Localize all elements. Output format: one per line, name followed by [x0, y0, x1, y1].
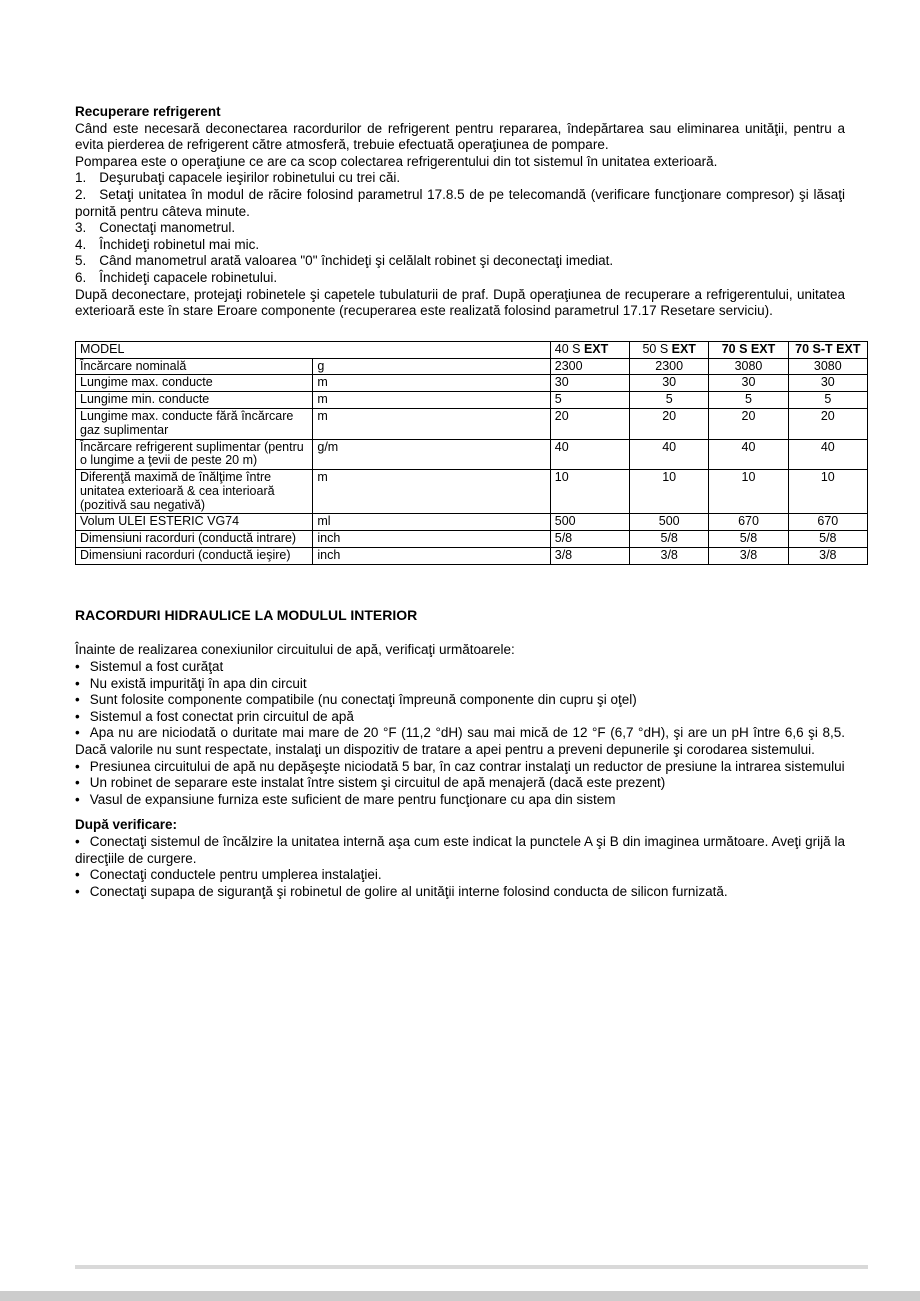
- table-row: [76, 439, 868, 470]
- row-label-cell: Lungime max. conducte fără încărcare gaz suplimentar: [76, 408, 313, 439]
- paragraph-pompare-intro: Când este necesară deconectarea racordurilor de refrigerent pentru repararea, îndepărtarea sau eliminarea unităţii, pentru a evita pierderea de refrigerent către atmosferă, trebuie efectuată operaţiunea de pompare.: [75, 120, 845, 153]
- row-value-cell: 10: [630, 470, 709, 514]
- row-unit-cell: m: [313, 470, 550, 514]
- model-suffix: 70 S EXT: [721, 341, 776, 356]
- row-value-cell: 5/8: [550, 531, 629, 548]
- row-value-cell: 10: [788, 470, 867, 514]
- model-column-header: [709, 341, 788, 358]
- bullet-item: • Apa nu are niciodată o duritate mai mare de 20 °F (11,2 °dH) sau mai mică de 12 °F (6,7 °dH), şi are un pH între 6,6 şi 8,5. Dacă valorile nu sunt respectate, instalaţi un dispozitiv de tratare a apei pentru a preveni depunerile şi corodarea sistemului.: [75, 725, 845, 758]
- bullet-list-verificari: [75, 659, 845, 808]
- row-value-cell: 20: [709, 408, 788, 439]
- row-label-cell: Încărcare refrigerent suplimentar (pentru o lungime a ţevii de peste 20 m): [76, 439, 313, 470]
- row-value-cell: 3/8: [630, 548, 709, 565]
- model-column-header: [788, 341, 867, 358]
- row-value-cell: 5: [550, 392, 629, 409]
- step-item: Închideţi capacele robinetului.: [99, 269, 278, 285]
- section-title-dupa-verificare: După verificare:: [75, 817, 178, 833]
- row-label-cell: Volum ULEI ESTERIC VG74: [76, 514, 313, 531]
- row-value-cell: 3080: [788, 358, 867, 375]
- row-value-cell: 30: [630, 375, 709, 392]
- row-value-cell: 10: [550, 470, 629, 514]
- row-value-cell: 3/8: [550, 548, 629, 565]
- row-value-cell: 40: [709, 439, 788, 470]
- row-value-cell: 30: [709, 375, 788, 392]
- step-item: Setaţi unitatea în modul de răcire folosind parametrul 17.8.5 de pe telecomandă (verificare funcţionare compresor) şi lăsaţi pornită pentru câteva minute.: [75, 186, 845, 219]
- bullet-list-dupa-verificare: [75, 834, 845, 900]
- row-unit-cell: g/m: [313, 439, 550, 470]
- row-value-cell: 5/8: [788, 531, 867, 548]
- bullet-item: • Un robinet de separare este instalat între sistem şi circuitul de apă menajeră (dacă este prezent): [75, 775, 845, 792]
- page-bottom-edge: [0, 1291, 920, 1301]
- row-value-cell: 20: [550, 408, 629, 439]
- row-value-cell: 20: [630, 408, 709, 439]
- row-value-cell: 40: [550, 439, 629, 470]
- row-value-cell: 5: [630, 392, 709, 409]
- row-value-cell: 2300: [550, 358, 629, 375]
- model-spec-table: [75, 341, 868, 565]
- paragraph-pompare-scop: Pomparea este o operaţiune ce are ca scop colectarea refrigerentului din tot sistemul în unitatea exterioară.: [75, 153, 718, 169]
- bullet-item: • Sistemul a fost conectat prin circuitul de apă: [75, 709, 845, 726]
- row-value-cell: 670: [788, 514, 867, 531]
- step-item: Închideţi robinetul mai mic.: [99, 236, 260, 252]
- step-item: Când manometrul arată valoarea "0" închideţi şi celălalt robinet şi deconectaţi imediat.: [99, 253, 614, 269]
- table-row: [76, 514, 868, 531]
- bullet-item: • Vasul de expansiune furniza este suficient de mare pentru funcţionare cu apa din sistem: [75, 792, 845, 809]
- row-unit-cell: ml: [313, 514, 550, 531]
- bullet-item: • Conectaţi supapa de siguranţă şi robinetul de golire al unităţii interne folosind conducta de silicon furnizată.: [75, 884, 845, 901]
- row-unit-cell: inch: [313, 548, 550, 565]
- model-suffix: EXT: [583, 341, 609, 356]
- model-column-header: [630, 341, 709, 358]
- bullet-item: • Nu există impurităţi în apa din circuit: [75, 676, 845, 693]
- row-value-cell: 3080: [709, 358, 788, 375]
- row-value-cell: 40: [788, 439, 867, 470]
- row-value-cell: 10: [709, 470, 788, 514]
- row-label-cell: Diferenţă maximă de înălţime între unitatea exterioară & cea interioară (pozitivă sau negativă): [76, 470, 313, 514]
- row-value-cell: 30: [550, 375, 629, 392]
- row-unit-cell: inch: [313, 531, 550, 548]
- model-name: 50 S: [642, 341, 672, 356]
- table-row: [76, 408, 868, 439]
- table-row: [76, 392, 868, 409]
- table-row: [76, 470, 868, 514]
- row-value-cell: 2300: [630, 358, 709, 375]
- row-unit-cell: m: [313, 408, 550, 439]
- model-header-cell: MODEL: [76, 341, 551, 358]
- row-value-cell: 5: [709, 392, 788, 409]
- numbered-step-list: [75, 170, 845, 286]
- paragraph-dupa-deconectare: După deconectare, protejaţi robinetele şi capetele tubulaturii de praf. După operaţiunea de recuperare a refrigerentului, unitatea exterioară este în stare Eroare componente (recuperarea este realizată folosind parametrul 17.17 Resetare serviciu).: [75, 286, 845, 319]
- row-value-cell: 5/8: [630, 531, 709, 548]
- paragraph-racorduri-intro: Înainte de realizarea conexiunilor circuitului de apă, verificaţi următoarele:: [75, 642, 515, 658]
- table-row: [76, 375, 868, 392]
- row-unit-cell: g: [313, 358, 550, 375]
- footer-rule: [75, 1265, 868, 1269]
- row-value-cell: 3/8: [788, 548, 867, 565]
- row-value-cell: 40: [630, 439, 709, 470]
- row-label-cell: Dimensiuni racorduri (conductă ieşire): [76, 548, 313, 565]
- row-label-cell: Lungime max. conducte: [76, 375, 313, 392]
- bullet-item: • Presiunea circuitului de apă nu depăşeşte niciodată 5 bar, în caz contrar instalaţi un reductor de presiune la intrarea sistemului: [75, 759, 845, 776]
- table-row: [76, 358, 868, 375]
- bullet-item: • Conectaţi conductele pentru umplerea instalaţiei.: [75, 867, 845, 884]
- table-header-row: [76, 341, 868, 358]
- bullet-item: • Sunt folosite componente compatibile (nu conectaţi împreună componente din cupru şi oţel): [75, 692, 845, 709]
- row-value-cell: 500: [630, 514, 709, 531]
- row-value-cell: 5: [788, 392, 867, 409]
- bullet-item: • Sistemul a fost curăţat: [75, 659, 845, 676]
- section-title-recuperare: Recuperare refrigerent: [75, 104, 221, 119]
- row-value-cell: 3/8: [709, 548, 788, 565]
- step-item: Conectaţi manometrul.: [99, 220, 236, 236]
- row-unit-cell: m: [313, 392, 550, 409]
- row-value-cell: 30: [788, 375, 867, 392]
- section-title-racorduri: RACORDURI HIDRAULICE LA MODULUL INTERIOR: [75, 606, 418, 623]
- model-name: 40 S: [554, 341, 584, 356]
- row-value-cell: 20: [788, 408, 867, 439]
- row-label-cell: Încărcare nominală: [76, 358, 313, 375]
- model-suffix: 70 S-T EXT: [795, 341, 861, 356]
- step-item: Deşurubaţi capacele ieşirilor robinetului cu trei căi.: [99, 170, 401, 186]
- model-column-header: [550, 341, 629, 358]
- table-row: [76, 531, 868, 548]
- row-value-cell: 500: [550, 514, 629, 531]
- row-label-cell: Dimensiuni racorduri (conductă intrare): [76, 531, 313, 548]
- row-label-cell: Lungime min. conducte: [76, 392, 313, 409]
- bullet-item: • Conectaţi sistemul de încălzire la unitatea internă aşa cum este indicat la punctele A şi B din imaginea următoare. Aveţi grijă la direcţiile de curgere.: [75, 834, 845, 867]
- row-value-cell: 670: [709, 514, 788, 531]
- row-value-cell: 5/8: [709, 531, 788, 548]
- model-suffix: EXT: [671, 341, 696, 356]
- table-row: [76, 548, 868, 565]
- row-unit-cell: m: [313, 375, 550, 392]
